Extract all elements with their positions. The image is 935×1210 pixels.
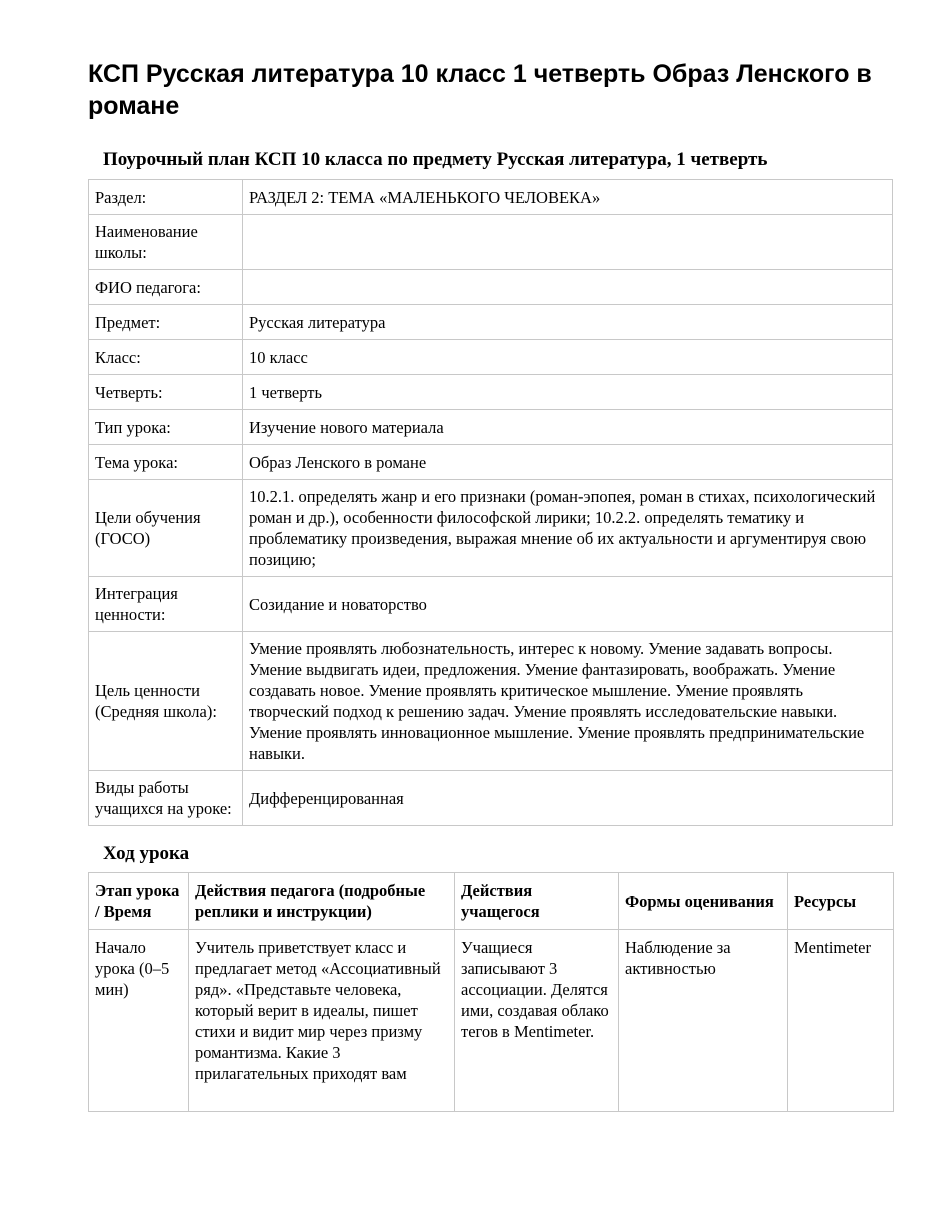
- plan-row-value: [243, 270, 893, 305]
- lesson-flow-cell-resources: Mentimeter: [788, 930, 894, 1112]
- plan-row: [89, 180, 893, 215]
- lesson-flow-column-header: Ресурсы: [788, 873, 894, 930]
- plan-row-label: Цель ценности (Средняя школа):: [89, 632, 243, 771]
- plan-row-label: Виды работы учащихся на уроке:: [89, 771, 243, 826]
- lesson-flow-row: [89, 930, 894, 1112]
- plan-row-value: Дифференцированная: [243, 771, 893, 826]
- lesson-flow-column-header: Действия педагога (подробные реплики и инструкции): [189, 873, 455, 930]
- plan-row: [89, 340, 893, 375]
- plan-row-value: [243, 215, 893, 270]
- lesson-flow-cell-stage: Начало урока (0–5 мин): [89, 930, 189, 1112]
- plan-row-value: Умение проявлять любознательность, интерес к новому. Умение задавать вопросы. Умение выдвигать идеи, предложения. Умение фантазировать, воображать. Умение создавать новое. Умение проявлять критическое мышление. Умение проявлять творческий подход к решению задач. Умение проявлять исследовательские навыки. Умение проявлять инновационное мышление. Умение проявлять предпринимательские навыки.: [243, 632, 893, 771]
- document-title: КСП Русская литература 10 класс 1 четверть Образ Ленского в романе: [88, 60, 872, 120]
- plan-row: [89, 632, 893, 771]
- plan-row: [89, 480, 893, 577]
- lesson-plan-table: [88, 179, 893, 826]
- plan-row-value: РАЗДЕЛ 2: ТЕМА «МАЛЕНЬКОГО ЧЕЛОВЕКА»: [243, 180, 893, 215]
- plan-row-label: Класс:: [89, 340, 243, 375]
- plan-row-label: Предмет:: [89, 305, 243, 340]
- lesson-flow-header-row: [89, 873, 894, 930]
- plan-row: [89, 215, 893, 270]
- plan-row-value: Изучение нового материала: [243, 410, 893, 445]
- plan-row-value: Русская литература: [243, 305, 893, 340]
- plan-row: [89, 410, 893, 445]
- plan-row-label: Тип урока:: [89, 410, 243, 445]
- plan-row-value: 10.2.1. определять жанр и его признаки (роман-эпопея, роман в стихах, психологический роман и др.), особенности философской лирики; 10.2.2. определять тематику и проблематику произведения, выражая мнение об их актуальности и аргументируя свою позицию;: [243, 480, 893, 577]
- plan-row-label: Наименование школы:: [89, 215, 243, 270]
- plan-heading: Поурочный план КСП 10 класса по предмету Русская литература, 1 четверть: [103, 149, 768, 170]
- plan-row-label: Четверть:: [89, 375, 243, 410]
- plan-row: [89, 445, 893, 480]
- plan-row: [89, 270, 893, 305]
- lesson-flow-column-header: Действия учащегося: [455, 873, 619, 930]
- plan-row: [89, 771, 893, 826]
- plan-row-label: Цели обучения (ГОСО): [89, 480, 243, 577]
- plan-row: [89, 375, 893, 410]
- document-page: [88, 58, 893, 1112]
- lesson-flow-table: [88, 872, 894, 1112]
- plan-row: [89, 305, 893, 340]
- lesson-flow-column-header: Формы оценивания: [619, 873, 788, 930]
- lesson-flow-cell-assessment: Наблюдение за активностью: [619, 930, 788, 1112]
- lesson-flow-column-header: Этап урока / Время: [89, 873, 189, 930]
- plan-row-value: 1 четверть: [243, 375, 893, 410]
- lesson-flow-cell-student: Учащиеся записывают 3 ассоциации. Делятся ими, создавая облако тегов в Mentimeter.: [455, 930, 619, 1112]
- lesson-flow-cell-teacher: Учитель приветствует класс и предлагает метод «Ассоциативный ряд». «Представьте человека, который верит в идеалы, пишет стихи и видит мир через призму романтизма. Какие 3 прилагательных приходят вам: [189, 930, 455, 1112]
- plan-row-value: 10 класс: [243, 340, 893, 375]
- plan-row-label: Интеграция ценности:: [89, 577, 243, 632]
- plan-row-label: Раздел:: [89, 180, 243, 215]
- plan-row-value: Созидание и новаторство: [243, 577, 893, 632]
- plan-row-label: Тема урока:: [89, 445, 243, 480]
- plan-row: [89, 577, 893, 632]
- plan-row-label: ФИО педагога:: [89, 270, 243, 305]
- plan-row-value: Образ Ленского в романе: [243, 445, 893, 480]
- lesson-flow-heading: Ход урока: [103, 843, 190, 864]
